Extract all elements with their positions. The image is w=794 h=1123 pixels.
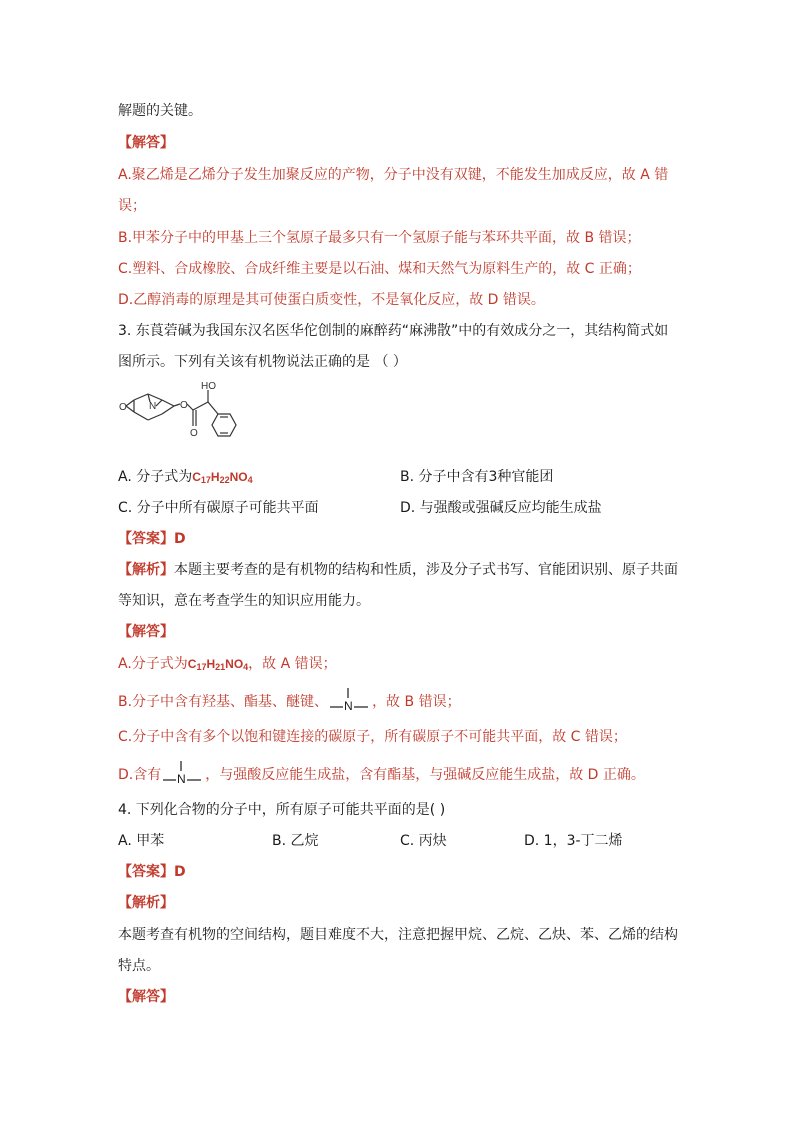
analysis-line: 等知识，意在考查学生的知识应用能力。 (118, 593, 370, 609)
solution-heading: 【解答】 (118, 989, 174, 1005)
svg-text:N: N (177, 772, 186, 785)
answer-label: 【答案】D (118, 531, 186, 547)
option-b[interactable]: B. 乙烷 (272, 833, 319, 849)
solution-heading: 【解答】 (118, 624, 174, 640)
option-d[interactable]: D. 1，3-丁二烯 (524, 833, 623, 849)
solution-a: A.分子式为$C_{17}H_{21}NO_4$，故 A 错误； (118, 656, 337, 672)
solution-c: C.分子中含有多个以饱和键连接的碳原子，所有碳原子不可能共平面，故 C 错误； (118, 729, 627, 745)
formula-c17h22no4: $C_{17}H_{22}NO_4$ (192, 470, 253, 485)
question-3-stem: 图所示。下列有关该有机物说法正确的是 （ ） (118, 354, 407, 370)
nitrogen-label: N (149, 401, 157, 412)
option-b[interactable]: B. 分子中含有3种官能团 (400, 469, 554, 485)
text-line: C.塑料、合成橡胶、合成纤维主要是以石油、煤和天然气为原料生产的，故 C 正确； (118, 261, 641, 277)
carbonyl-oxygen-label: O (190, 428, 198, 439)
formula-c17h21no4: $C_{17}H_{21}NO_4$ (187, 657, 249, 672)
question-4-stem: 4. 下列化合物的分子中，所有原子可能共平面的是( ) (118, 802, 446, 818)
oxygen-label: O (119, 402, 127, 413)
solution-heading: 【解答】 (118, 135, 174, 151)
solution-b: B.分子中含有羟基、酯基、醚键、 N ，故 B 错误； (118, 688, 461, 712)
analysis-heading: 【解析】 (118, 895, 174, 911)
option-c[interactable]: C. 丙炔 (400, 833, 447, 849)
analysis-line: 特点。 (118, 958, 160, 974)
option-c[interactable]: C. 分子中所有碳原子可能共平面 (118, 500, 319, 516)
text-line: 误； (118, 198, 146, 214)
svg-text:N: N (344, 699, 353, 712)
option-a[interactable] (118, 467, 253, 490)
analysis-line: 【解析】本题主要考查的是有机物的结构和性质，涉及分子式书写、官能团识别、原子共面 (118, 562, 678, 578)
scopolamine-structure (118, 380, 248, 454)
answer-label: 【答案】D (118, 864, 186, 880)
option-a[interactable]: A. 甲苯 (118, 833, 165, 849)
text-line: B.甲苯分子中的甲基上三个氢原子最多只有一个氢原子能与苯环共平面，故 B 错误； (118, 230, 641, 246)
analysis-line: 本题考查有机物的空间结构，题目难度不大，注意把握甲烷、乙烷、乙炔、苯、乙烯的结构 (118, 927, 678, 943)
text-line: A.聚乙烯是乙烯分子发生加聚反应的产物，分子中没有双键，不能发生加成反应，故 A 错 (118, 167, 669, 183)
text-line: 解题的关键。 (118, 103, 202, 119)
hydroxyl-label: HO (201, 381, 216, 392)
question-3-stem: 3. 东莨菪碱为我国东汉名医华佗创制的麻醉药“麻沸散”中的有效成分之一，其结构简式如 (118, 323, 669, 339)
text-line: D.乙醇消毒的原理是其可使蛋白质变性，不是氧化反应，故 D 错误。 (118, 292, 545, 308)
solution-d: D.含有 N ，与强酸反应能生成盐，含有酯基，与强碱反应能生成盐，故 D 正确。 (118, 761, 645, 785)
ester-oxygen-label: O (180, 400, 188, 411)
amine-group-icon (328, 688, 372, 712)
amine-group-icon (161, 761, 205, 785)
option-d[interactable]: D. 与强酸或强碱反应均能生成盐 (400, 500, 602, 516)
option-a-label: A. 分子式为 (118, 469, 193, 485)
